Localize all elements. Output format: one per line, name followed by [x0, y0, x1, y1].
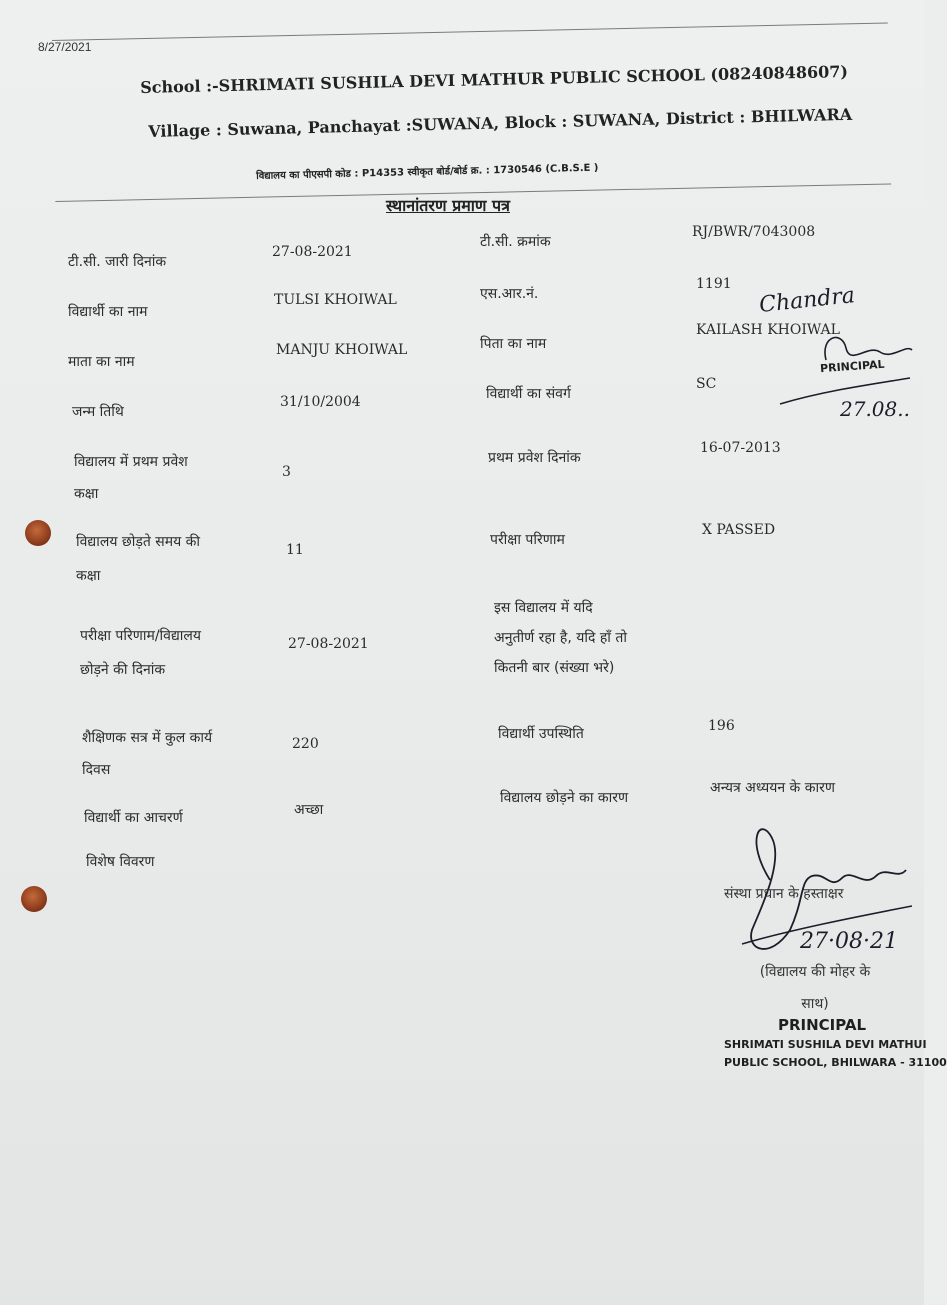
father-name-label: पिता का नाम	[480, 336, 547, 352]
leaving-class-label-1: विद्यालय छोड़ते समय की	[76, 534, 201, 550]
upper-principal-stamp: PRINCIPAL	[819, 357, 885, 376]
school-codes-line: विद्यालय का पीएसपी कोड : P14353 स्वीकृत बोर्ड/बोर्ड क्र. : 1730546 (C.B.S.E )	[256, 162, 599, 182]
mother-name-label: माता का नाम	[68, 354, 135, 370]
attendance-value: 196	[708, 718, 735, 734]
leaving-reason-value: अन्यत्र अध्ययन के कारण	[710, 780, 835, 796]
principal-signature-underline	[742, 906, 912, 944]
working-days-label-1: शैक्षिणक सत्र में कुल कार्य	[82, 730, 213, 746]
special-remarks-label: विशेष विवरण	[86, 854, 155, 870]
signature-label: संस्था प्रधान के हस्ताक्षर	[724, 886, 844, 902]
dob-value: 31/10/2004	[280, 394, 361, 410]
student-name-value: TULSI KHOIWAL	[274, 292, 397, 308]
seal-note-line-2: साथ)	[801, 996, 829, 1012]
leaving-date-label-2: छोड़ने की दिनांक	[80, 662, 166, 678]
leaving-reason-label: विद्यालय छोड़ने का कारण	[500, 790, 629, 806]
leaving-class-label-2: कक्षा	[76, 568, 101, 584]
upper-handwritten-name: Chandra	[758, 283, 857, 318]
working-days-value: 220	[292, 736, 319, 752]
punch-hole-top	[25, 520, 51, 546]
seal-note	[730, 956, 900, 1020]
sr-number-label: एस.आर.नं.	[480, 286, 539, 302]
tc-number-label: टी.सी. क्रमांक	[480, 234, 551, 250]
failed-count-label-3: कितनी बार (संख्या भरे)	[494, 660, 615, 676]
failed-count-label-1: इस विद्यालय में यदि	[494, 600, 593, 616]
lower-handwritten-date: 27·08·21	[800, 929, 898, 954]
upper-signature-underline	[780, 378, 910, 404]
first-admission-class-label-1: विद्यालय में प्रथम प्रवेश	[74, 454, 188, 470]
print-date: 8/27/2021	[38, 40, 92, 54]
seal-note-line-1: (विद्यालय की मोहर के	[759, 964, 871, 980]
tc-issue-date-value: 27-08-2021	[272, 244, 353, 260]
document-title: स्थानांतरण प्रमाण पत्र	[386, 196, 510, 215]
village-address-line: Village : Suwana, Panchayat :SUWANA, Block : SUWANA, District : BHILWARA	[148, 104, 853, 141]
tc-issue-date-label: टी.सी. जारी दिनांक	[68, 254, 167, 270]
first-admission-date-label: प्रथम प्रवेश दिनांक	[488, 450, 581, 466]
dob-label: जन्म तिथि	[72, 404, 124, 420]
conduct-label: विद्यार्थी का आचरर्ण	[84, 810, 183, 826]
principal-stamp-title: PRINCIPAL	[778, 1016, 867, 1034]
leaving-date-label-1: परीक्षा परिणाम/विद्यालय	[80, 628, 202, 644]
first-admission-class-value: 3	[282, 464, 291, 480]
failed-count-label-2: अनुतीर्ण रहा है, यदि हाँ तो	[494, 630, 627, 646]
tc-number-value: RJ/BWR/7043008	[692, 224, 816, 240]
attendance-label: विद्यार्थी उपस्थिति	[498, 726, 584, 742]
leaving-date-value: 27-08-2021	[288, 636, 369, 652]
punch-hole-bottom	[21, 886, 47, 912]
first-admission-date-value: 16-07-2013	[700, 440, 781, 456]
school-name-line: School :-SHRIMATI SUSHILA DEVI MATHUR PUBLIC SCHOOL (08240848607)	[140, 61, 849, 97]
father-name-value: KAILASH KHOIWAL	[696, 322, 840, 338]
exam-result-label: परीक्षा परिणाम	[490, 532, 565, 548]
leaving-class-value: 11	[286, 542, 304, 558]
student-name-label: विद्यार्थी का नाम	[68, 304, 148, 320]
exam-result-value: X PASSED	[702, 522, 776, 538]
conduct-value: अच्छा	[294, 802, 324, 818]
first-admission-class-label-2: कक्षा	[74, 486, 99, 502]
working-days-label-2: दिवस	[82, 762, 111, 778]
upper-handwritten-date: 27.08..	[840, 397, 910, 421]
category-label: विद्यार्थी का संवर्ग	[486, 386, 571, 402]
sr-number-value: 1191	[696, 276, 732, 292]
mother-name-value: MANJU KHOIWAL	[276, 342, 408, 358]
principal-stamp-address: PUBLIC SCHOOL, BHILWARA - 31100	[724, 1056, 947, 1069]
principal-stamp-school: SHRIMATI SUSHILA DEVI MATHUI	[724, 1038, 927, 1051]
category-value: SC	[696, 376, 717, 392]
